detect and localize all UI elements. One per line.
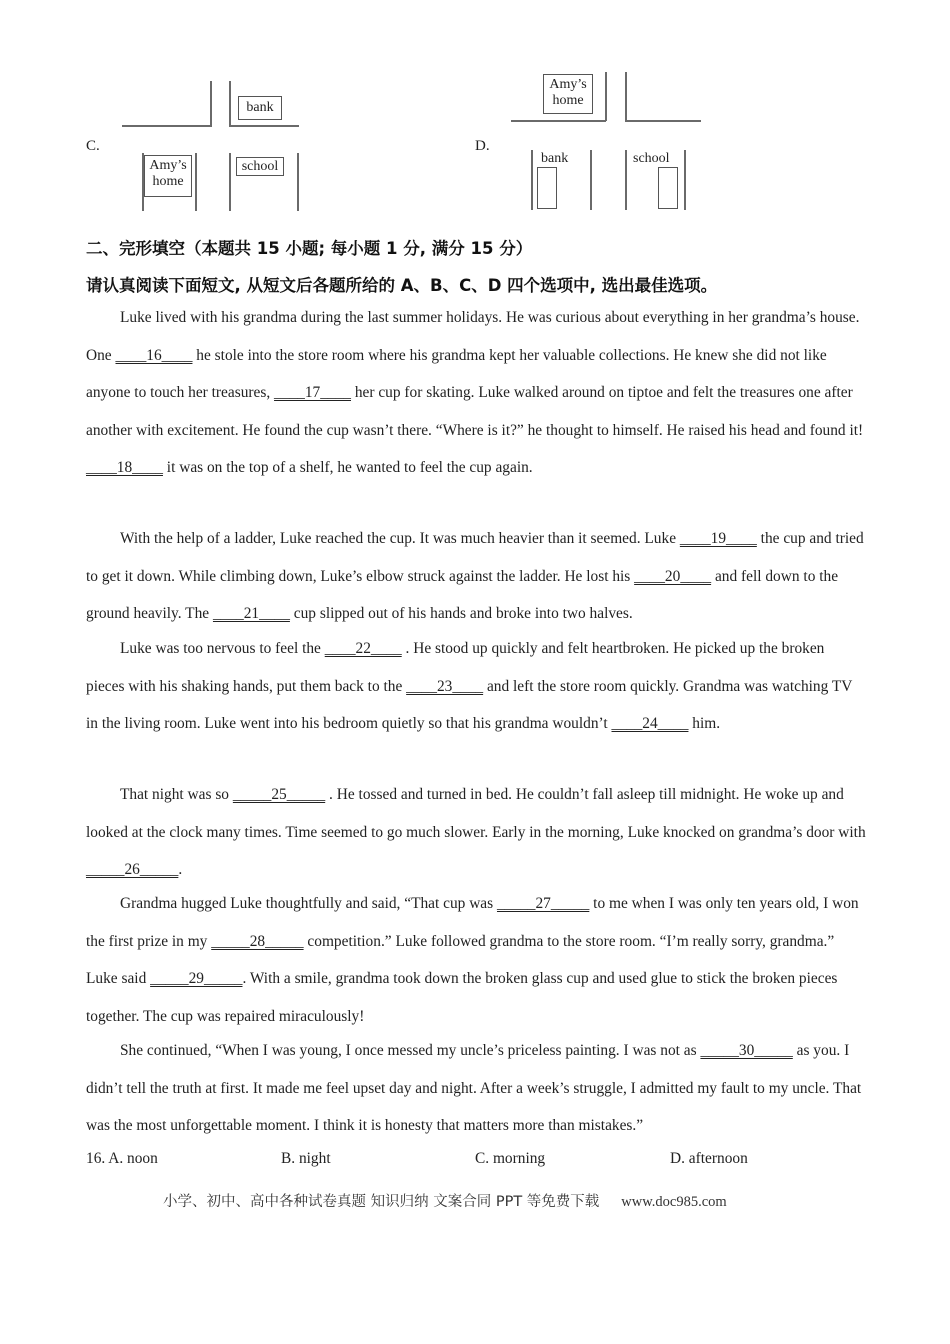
school-door	[658, 167, 678, 209]
blank-30: _____30_____	[700, 1042, 793, 1059]
road-line	[625, 120, 701, 122]
road-line	[122, 125, 212, 127]
option-16-b[interactable]: B. night	[281, 1150, 331, 1167]
map-option-d	[475, 70, 715, 215]
blank-20: ____20____	[634, 567, 712, 585]
blank-24: ____24____	[611, 715, 689, 732]
road-line	[297, 153, 299, 211]
section-instruction: 请认真阅读下面短文, 从短文后各题所给的 A、B、C、D 四个选项中, 选出最佳选项。	[86, 276, 718, 295]
blank-25: _____25_____	[232, 786, 326, 803]
blank-22: ____22____	[324, 640, 402, 657]
option-16-d[interactable]: D. afternoon	[670, 1150, 748, 1167]
option-16-a[interactable]: 16. A. noon	[86, 1150, 158, 1167]
map-option-c	[86, 75, 316, 215]
road-line	[625, 72, 627, 121]
option-c-label: C.	[86, 138, 100, 154]
blank-17: ____17____	[274, 384, 351, 401]
school-building: school	[633, 151, 670, 166]
bank-building: bank	[541, 151, 569, 166]
passage-paragraph-5: Grandma hugged Luke thoughtfully and said, “That cup was _____27_____ to me when I was only ten years old, I won the first prize in my _____28_____ competition.” Luke followed grandma to the store room. “I’m really sorry, grandma.” Luke said _____29_____. With a smile, grandma took down the broken glass cup and used glue to stick the broken pieces together. The cup was repaired miraculously!	[86, 895, 859, 1025]
bank-building: bank	[238, 96, 282, 120]
blank-21: ____21____	[212, 605, 290, 622]
amys-home-building: Amy’s home	[144, 155, 192, 197]
page-footer	[163, 1190, 727, 1211]
blank-23: ____23____	[406, 677, 484, 695]
footer-text: 小学、初中、高中各种试卷真题 知识归纳 文案合同 PPT 等免费下载	[163, 1194, 600, 1210]
blank-16: ____16____	[115, 346, 193, 364]
option-16-c[interactable]: C. morning	[475, 1150, 546, 1167]
blank-29: _____29_____	[150, 970, 243, 987]
blank-28: _____28_____	[211, 932, 304, 950]
road-line	[210, 81, 212, 126]
road-line	[195, 153, 197, 211]
bank-door	[537, 167, 557, 209]
amys-home-building: Amy’s home	[543, 74, 593, 114]
road-line	[625, 150, 627, 210]
section-title: 二、完形填空（本题共 15 小题; 每小题 1 分, 满分 15 分）	[86, 239, 533, 258]
road-line	[229, 125, 299, 127]
road-line	[511, 120, 606, 122]
blank-19: ____19____	[679, 530, 757, 547]
passage-paragraph-1: Luke lived with his grandma during the last summer holidays. He was curious about everything in her grandma’s house. One ____16____ he stole into the store room where his grandma kept her valuable collections. He knew she did not like anyone to touch her treasures, ____17____ her cup for skating. Luke walked around on tiptoe and felt the treasures one after another with excitement. He found the cup wasn’t there. “Where is it?” he thought to himself. He raised his head and found it! ____18____ it was on the top of a shelf, he wanted to feel the cup again.	[86, 309, 864, 476]
road-line	[684, 150, 686, 210]
passage-paragraph-2: With the help of a ladder, Luke reached the cup. It was much heavier than it seemed. Luke ____19____ the cup and tried to get it down. While climbing down, Luke’s elbow struck against the ladder. He lost his ____20____ and fell down to the ground heavily. The ____21____ cup slipped out of his hands and broke into two halves.	[86, 530, 864, 622]
road-line	[229, 81, 231, 126]
blank-18: ____18____	[86, 459, 163, 476]
road-line	[229, 153, 231, 211]
passage-paragraph-6: She continued, “When I was young, I once messed my uncle’s priceless painting. I was not as _____30_____ as you. I didn’t tell the truth at first. It made me feel upset day and night. After a week’s struggle, I admitted my fault to my uncle. That was the most unforgettable moment. I think it is honesty that matters more than mistakes.”	[86, 1042, 862, 1134]
blank-26: _____26_____	[86, 861, 179, 878]
blank-27: _____27_____	[496, 895, 590, 912]
road-line	[605, 72, 607, 121]
road-line	[590, 150, 592, 210]
footer-url[interactable]: www.doc985.com	[621, 1194, 727, 1210]
passage-paragraph-3: Luke was too nervous to feel the ____22____ . He stood up quickly and felt heartbroken. He picked up the broken pieces with his shaking hands, put them back to the ____23____ and left the store room quickly. Grandma was watching TV in the living room. Luke went into his bedroom quietly so that his grandma wouldn’t ____24____ him.	[86, 640, 853, 732]
passage-paragraph-4: That night was so _____25_____ . He tossed and turned in bed. He couldn’t fall asleep till midnight. He woke up and looked at the clock many times. Time seemed to go much slower. Early in the morning, Luke knocked on grandma’s door with _____26_____.	[86, 786, 866, 878]
option-d-label: D.	[475, 138, 490, 154]
road-line	[531, 150, 533, 210]
school-building: school	[236, 157, 284, 176]
